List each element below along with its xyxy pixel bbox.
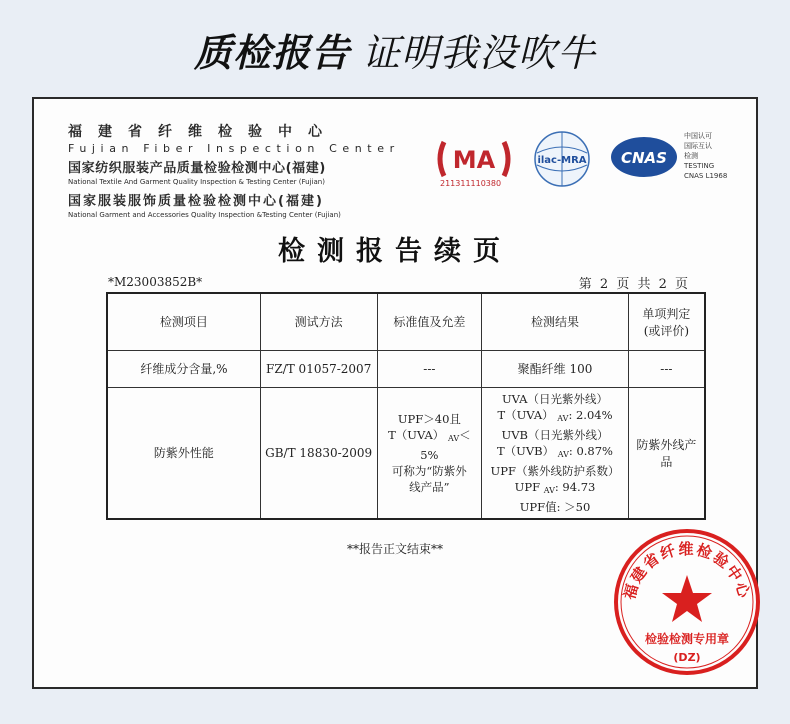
banner-title-light: 证明我没吹牛 [362, 31, 597, 75]
organization-header [68, 121, 398, 219]
table-header-row [107, 293, 705, 350]
row2-judgement-line1: 防紫外线产 [636, 437, 697, 452]
res-tuva-label: T（UVA） [497, 407, 554, 422]
official-seal-icon [612, 527, 762, 677]
row1-judgement: --- [628, 350, 705, 387]
header-judgement-line2: (或评价) [643, 323, 690, 338]
org-national-textile-cn: 国家纺织服装产品质量检验检测中心(福建) [68, 161, 326, 176]
row2-judgement-line2: 品 [660, 454, 673, 469]
std-tuva-label: T（UVA） [388, 427, 445, 442]
ilac-logo-text: ilac-MRA [537, 155, 587, 166]
res-upf-sub: AV [543, 485, 555, 495]
end-of-report-note: **报告正文结束** [346, 542, 443, 556]
row2-result-line6 [485, 479, 625, 499]
cnas-caption-en2: CNAS L1968 [684, 172, 728, 180]
report-title: 检测报告续页 [278, 236, 512, 267]
header-standard: 标准值及允差 [377, 293, 482, 350]
res-tuvb-sub: AV [557, 449, 569, 459]
row2-result-line7: UPF值: ＞50 [519, 499, 591, 514]
row2-standard-line3: 可称为“防紫外 [391, 463, 467, 478]
res-tuva-sub: AV [557, 413, 569, 423]
res-upf-label: UPF [514, 479, 541, 494]
report-sheet [32, 97, 758, 689]
cnas-caption-cn3: 检测 [684, 152, 698, 160]
row2-standard [377, 387, 482, 519]
header-test-item: 检测项目 [107, 293, 260, 350]
res-tuvb-value: : 0.87% [568, 443, 613, 458]
row2-standard-line1: UPF＞40且 [397, 411, 461, 426]
row2-result-line4 [485, 443, 625, 463]
row2-standard-line2 [381, 427, 479, 463]
banner-title [0, 22, 790, 77]
row2-method: GB/T 18830-2009 [260, 387, 377, 519]
header-judgement-line1: 单项判定 [642, 306, 691, 321]
seal-top-text: 福建省纤维检验中心 [620, 540, 754, 602]
seal-code-text: (DZ) [673, 651, 701, 664]
row2-result-line3: UVB（日光紫外线） [501, 427, 609, 442]
cma-logo-text: MA [452, 146, 496, 174]
table-row [107, 387, 705, 519]
report-id: *M23003852B* [108, 275, 203, 289]
res-upf-value: : 94.73 [554, 479, 596, 494]
org-name-en: Fujian Fiber Inspection Center [68, 142, 400, 155]
page-info: 第 2 页 共 2 页 [578, 277, 690, 292]
banner-title-strong: 质检报告 [193, 31, 350, 75]
row2-result-line2 [485, 407, 625, 427]
row2-result-line1: UVA（日光紫外线） [501, 391, 608, 406]
org-national-textile-en: National Textile And Garment Quality Inspection & Testing Center (Fujian) [68, 178, 325, 186]
row1-result: 聚酯纤维 100 [482, 350, 629, 387]
certification-logos [434, 129, 754, 199]
row1-item: 纤维成分含量,% [107, 350, 260, 387]
cma-number: 211311110380 [440, 179, 502, 188]
std-tuva-value: ＜5% [420, 427, 471, 462]
cnas-caption-cn1: 中国认可 [684, 132, 712, 140]
test-results-table [106, 292, 706, 520]
ilac-mra-logo-icon [529, 129, 595, 189]
row1-standard: --- [377, 350, 482, 387]
cnas-caption-cn2: 国际互认 [684, 142, 712, 150]
org-national-garment-cn: 国家服装服饰质量检验检测中心(福建) [68, 194, 324, 209]
row2-result [482, 387, 629, 519]
header-test-method: 测试方法 [260, 293, 377, 350]
row2-judgement [628, 387, 705, 519]
row2-result-line5: UPF（紫外线防护系数） [490, 463, 620, 478]
cnas-logo-text: CNAS [621, 149, 667, 167]
res-tuvb-label: T（UVB） [496, 443, 555, 458]
table-row [107, 350, 705, 387]
row1-method: FZ/T 01057-2007 [260, 350, 377, 387]
header-judgement [628, 293, 705, 350]
seal-bottom-text: 检验检测专用章 [644, 632, 730, 646]
row2-standard-line4: 线产品” [409, 479, 450, 494]
cnas-logo-icon [609, 135, 679, 179]
org-national-garment-en: National Garment and Accessories Quality Inspection &Testing Center (Fujian) [68, 211, 341, 219]
row2-item: 防紫外性能 [107, 387, 260, 519]
org-name-cn: 福建省纤维检验中心 [68, 124, 338, 140]
cnas-caption-en1: TESTING [684, 162, 715, 170]
res-tuva-value: : 2.04% [568, 407, 613, 422]
cnas-caption [684, 131, 727, 181]
std-tuva-sub: AV [447, 433, 460, 443]
header-result: 检测结果 [482, 293, 629, 350]
